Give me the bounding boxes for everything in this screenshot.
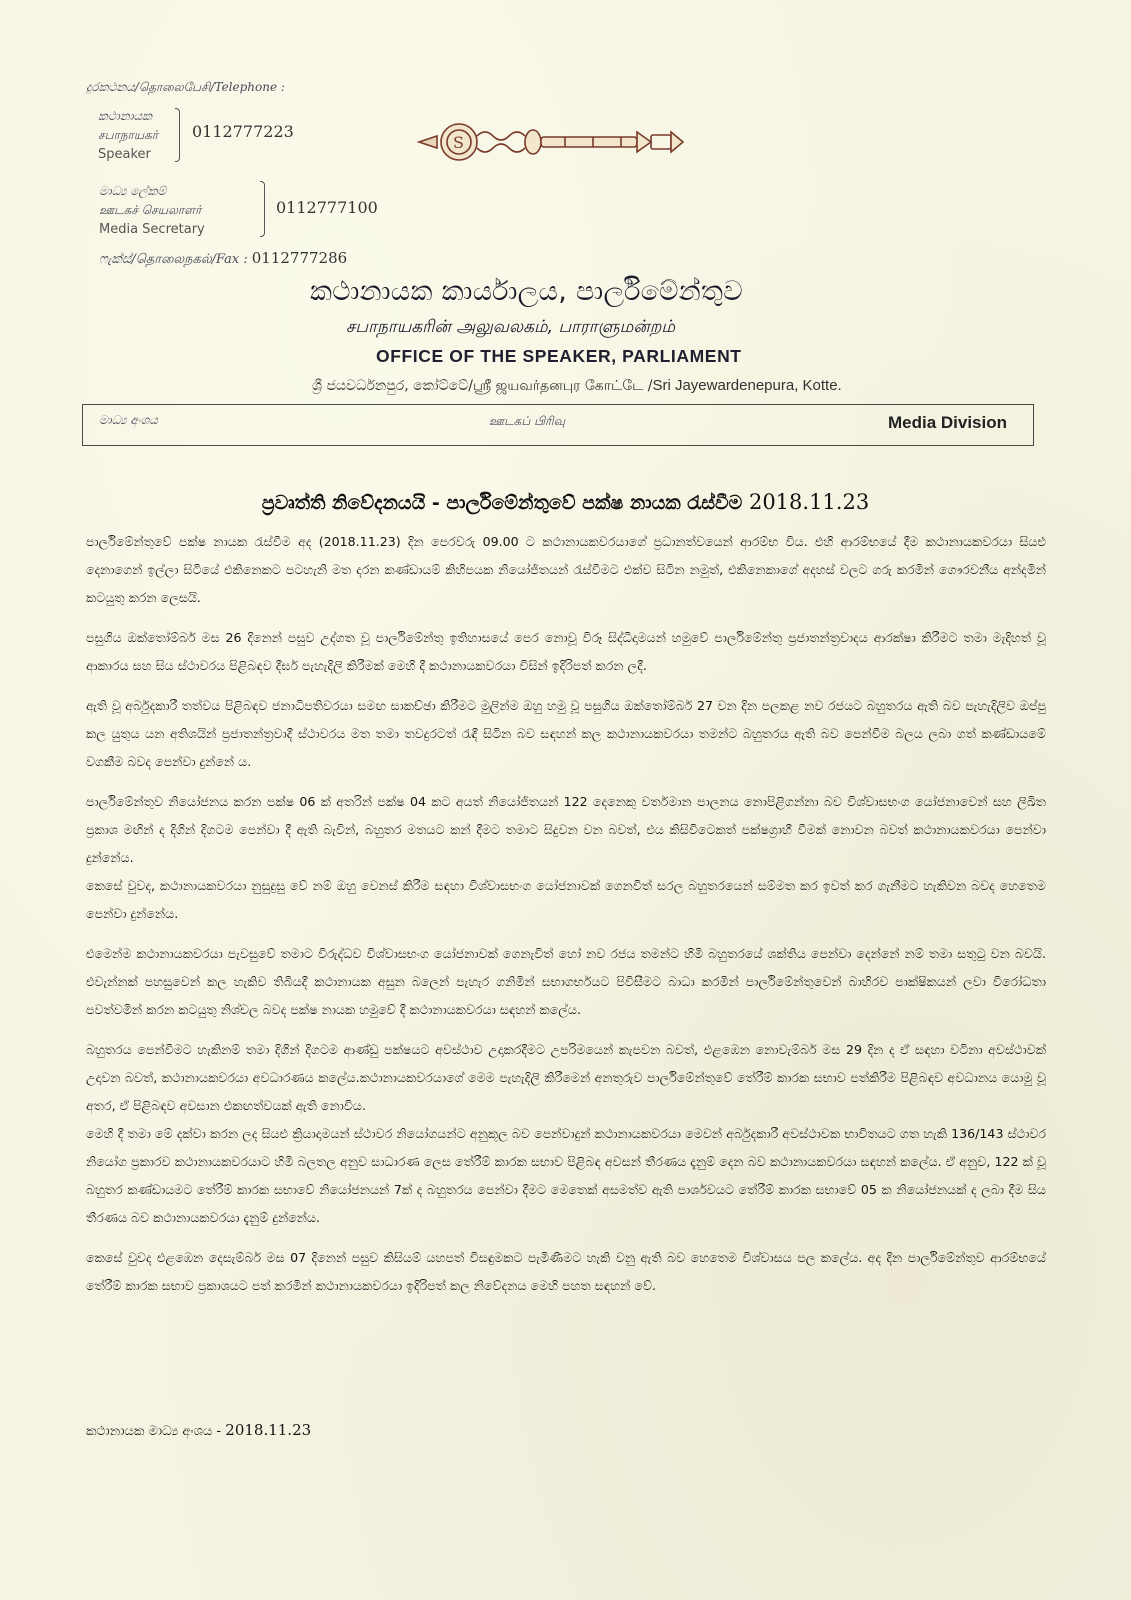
mace-emblem-icon [415,118,687,166]
media-label-en: Media Secretary [99,222,205,237]
fax-label: ෆැක්ස්/தொலைநகல்/Fax : [99,252,248,267]
media-label-si: මාධ්‍ය ලේකම් [99,184,166,198]
speaker-label-si: කථානායක [98,109,152,123]
svg-text:S: S [453,133,464,152]
address-local: ශ්‍රී ජයවර්ධනපුර, කෝට්ටේ/ஸ்ரீ ஜயவர்தனபுர கோட்டே / [312,378,653,394]
signature-date: 2018.11.23 [225,1421,312,1439]
speaker-label-block [98,107,158,164]
office-title-sinhala: කථානායක කාර්යාලය, පාර්ලිමේන්තුව [310,276,743,307]
office-address [312,377,842,396]
fax-number: 0112777286 [251,249,348,267]
press-release-body [86,528,1046,1312]
speaker-phone: 0112777223 [192,122,294,141]
paragraph: පසුගිය ඔක්තෝම්බර් මස 26 දිනෙන් පසුව උද්ගත වූ පාර්ලිමේන්තු ඉතිහාසයේ පෙර නොවූ විරූ සිද්ධීදාමයන් හමුවේ පාර්ලිමේන්තු ප්‍රජාතන්ත්‍රවාදය ආරක්ෂා කිරීමට තමා මැදිහත් වූ ආකාරය සහ සිය ස්ථාවරය පිළිබඳව දීර්ඝ පැහැදිලි කිරීමක් මෙහි දී කථානායකවරයා විසින් ඉදිරිපත් කරන ලදී. [86,630,1046,673]
media-label-ta: ஊடகச் செயலாளர் [99,203,202,217]
paragraph: ඇති වූ අර්බුදකාරී තත්වය පිළිබඳව ජනාධිපතිවරයා සමඟ සාකච්ඡා කිරීමට මුලින්ම ඔහු හමු වූ පසුගිය ඔක්තෝම්බර් 27 වන දින පලකළ නව රජයට බහුතරය ඇති බව පැහැදිලිව ඔප්පු කල යුතුය යන අතිශයින් ප්‍රජාතන්ත්‍රවාදී ස්ථාවරය මත තමා තවදුරටත් රැඳී සිටින බව සඳහන් කල කථානායකවරයා තමන්ට බහුතරය ඇති බව පෙන්වීම බලය ලබා ගත් කණ්ඩායමේ වගකීම බවද පෙන්වා දුන්නේ ය. [86,698,1046,769]
telephone-label: දුරකථනය/தொலைபேசி/Telephone : [86,80,285,94]
paragraph: එමෙන්ම කථානායකවරයා පැවසුවේ තමාට විරුද්ධව විශ්වාසභංග යෝජනාවක් ගෙනැවිත් හෝ නව රජය තමන්ට හිමි බහුතරයේ ශක්තිය පෙන්වා දෙන්නේ නම් තමා සතුටු වන බවයි. එවැන්නක් පහසුවෙන් කල හැකිව තිබියදී කථානායක අසුන බලෙන් පැහැර ගනිමින් සභාගර්භයට පිවිසීමට බාධා කරමින් පාර්ලිමේන්තුවෙන් බාහිරව පාක්ෂිකයන් ලවා විරෝධතා පවත්වමින් කරන කටයුතු නිශ්චල බවද පක්ෂ නායක හමුවේ දී කථානායකවරයා සඳහන් කලේය. [86,946,1046,1017]
office-title-tamil: சபாநாயகரின் அலுவலகம், பாராளுமன்றம் [346,317,676,337]
paragraph: බහුතරය පෙන්වීමට හැකිනම් තමා දිගින් දිගටම ආණ්ඩු පක්ෂයට අවස්ථාව උදාකරදීමට උපරිමයෙන් කැපවන බවත්, එළඹෙන නොවැම්බර් මස 29 දින ද ඒ සඳහා වටිනා අවස්ථාවක් උදාවන බවත්, කථානායකවරයා අවධාරණය කලේය.කථානායකවරයාගේ මෙම පැහැදිලි කිරීමෙන් අනතුරුව පාර්ලිමේන්තුවේ තේරීම් කාරක සභාව පත්කිරීම පිළිබඳව අවධානය යොමු වූ අතර, ඒ පිළිබඳව අවසාන එකඟත්වයක් ඇති නොවිය. [86,1042,1046,1113]
paragraph: මෙහි දී තමා මේ දක්වා කරන ලද සියළු ක්‍රියාදාමයන් ස්ථාවර නියෝගයන්ට අනුකූල බව පෙන්වාදුන් කථානායකවරයා මෙවන් අර්බුදකාරී අවස්ථාවක භාවිතයට ගත හැකි 136/143 ස්ථාවර නියෝග ප්‍රකාරව කථානායකවරයාට හිමි බලතල අනුව සාධාරණ ලෙස තේරීම් කාරක සභාව පිළිබඳ අවසන් තීරණය දැනුම් දෙන බව කථානායකවරයා සඳහන් කලේය. ඒ අනුව, 122 ක් වූ බහුතර කණ්ඩායමට තේරීම් කාරක සභාවේ නියෝජනයන් 7ක් ද බහුතරය පෙන්වා දීමට මෙතෙක් අසමත්ව ඇති පාර්ශවයට තේරීම් කාරක සභාවේ 05 ක නියෝජනයක් ද ලබා දීම සිය තීරණය බව කථානායකවරයා දැනුම් දුන්නේය. [86,1126,1046,1225]
speaker-label-ta: சபாநாயகர் [98,128,159,142]
address-english: Sri Jayewardenepura, Kotte. [652,377,842,394]
paragraph: පාර්ලිමේන්තුව නියෝජනය කරන පක්ෂ 06 ක් අතරින් පක්ෂ 04 කට අයත් නියෝජිතයන් 122 දෙනෙකු වර්තමාන පාලනය නොපිළිගන්නා බව විශ්වාසභංග යෝජනාවෙන් සහ ලිඛිත ප්‍රකාශ මඟින් ද දිගින් දිගටම පෙන්වා දී ඇති බැවින්, බහුතර මතයට කන් දීමට තමාට සිදුවන වන බවත්, එය කිසිවිටෙකත් පක්ෂග්‍රාහී වීමක් නොවන බවත් කථානායකවරයා පෙන්වා දුන්නේය. [86,794,1046,865]
office-title-english: OFFICE OF THE SPEAKER, PARLIAMENT [376,346,742,366]
division-label-english: Media Division [887,413,1007,432]
press-release-title [0,490,1131,514]
paragraph: කෙසේ වුවද, කථානායකවරයා නුසුදුසු වේ නම් ඔහු වෙනස් කිරීම සඳහා විශ්වාසභංග යෝජනාවක් ගෙනවිත් සරල බහුතරයෙන් සම්මත කර ඉවත් කර ගැනීමට හැකිවන බවද හෙතෙම පෙන්වා දුන්නේය. [86,878,1046,921]
signature-line [86,1421,311,1439]
media-secretary-label-block [99,182,205,239]
media-secretary-phone: 0112777100 [276,198,378,217]
media-division-box [82,404,1034,446]
paragraph: පාර්ලිමේන්තුවේ පක්ෂ නායක රැස්වීම අද (2018.11.23) දින පෙරවරු 09.00 ට කථානායකවරයාගේ ප්‍රධානත්වයෙන් ආරම්භ විය. එහි ආරම්භයේ දීම කථානායකවරයා සියළු දෙනාගෙන් ඉල්ලා සිටියේ එකිනෙකට පටහැනි මත දරන කණ්ඩායම් කිහිපයක නියෝජිතයන් රැස්වීමට එක්ව සිටින නමුත්, එකිනෙකාගේ අදහස් වලට ගරු කරමින් ගෞරවනීය අන්දමින් කටයුතු කරන ලෙසයි. [86,534,1046,605]
media-bracket [260,181,265,237]
speaker-label-en: Speaker [98,147,151,162]
title-date: 2018.11.23 [748,490,870,514]
paragraph: කෙසේ වුවද එළඹෙන දෙසැම්බර් මස 07 දිනෙන් පසුව කිසියම් යහපත් විසඳුමකට පැමිණීමට හැකි වනු ඇති බව හෙතෙම විශ්වාසය පල කලේය. අද දින පාර්ලිමේන්තුව ආරම්භයේ තේරීම් කාරක සභාව ප්‍රකාශයට පත් කරමින් කථානායකවරයා ඉදිරිපත් කල නිවේදනය මෙහි පහත සඳහන් වේ. [86,1250,1046,1293]
fax-line [99,249,347,268]
division-label-tamil: ஊடகப் பிரிவு [489,414,566,428]
signature-label: කථානායක මාධ්‍ය අංශය - [86,1424,222,1439]
speaker-bracket [175,108,180,162]
division-label-sinhala: මාධ්‍ය අංශය [99,413,158,427]
title-text: ප්‍රවෘත්ති නිවේදනයයි - පාර්ලිමේන්තුවේ පක්ෂ නායක රැස්වීම [261,492,743,514]
